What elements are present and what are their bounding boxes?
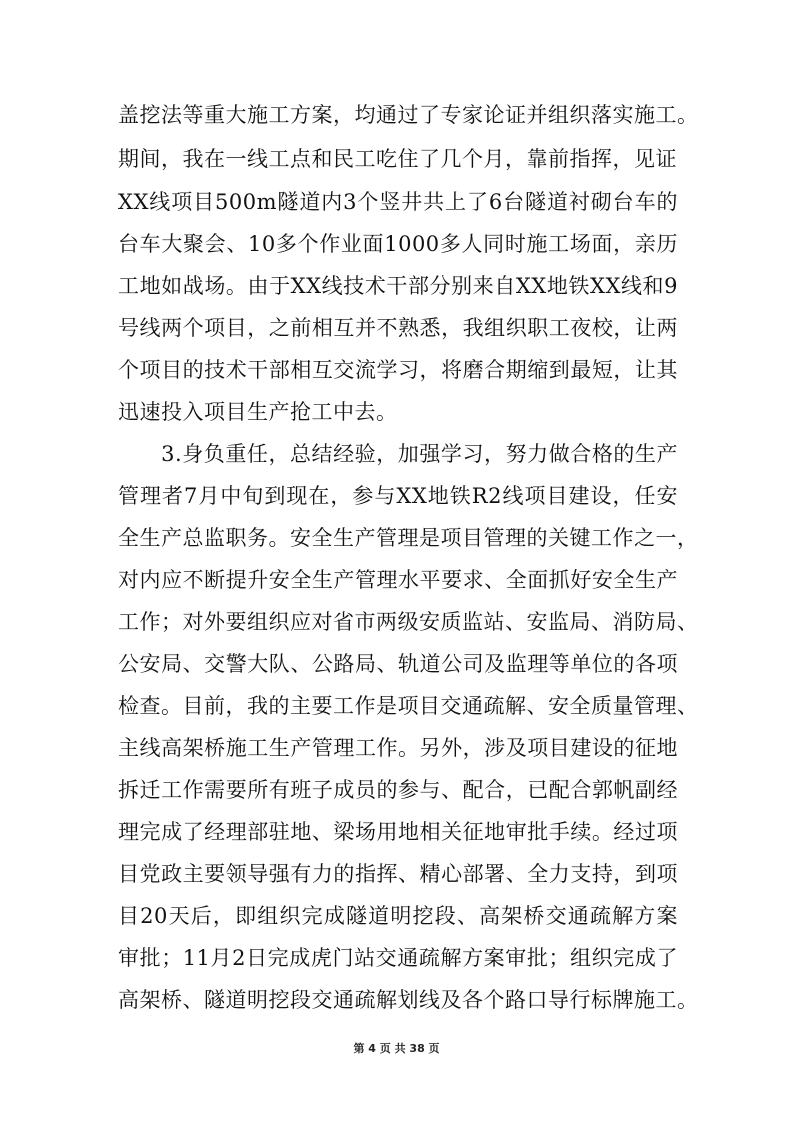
body-text-line: 迅速投入项目生产抢工中去。 [118,400,398,424]
body-text-line: 台车大聚会、10多个作业面1000多人同时施工场面，亲历 [118,232,678,256]
body-text-line: 公安局、交警大队、公路局、轨道公司及监理等单位的各项 [118,652,678,676]
body-text-line: 管理者7月中旬到现在，参与XX地铁R2线项目建设，任安 [118,484,678,508]
body-text-line: 个项目的技术干部相互交流学习，将磨合期缩到最短，让其 [118,358,678,382]
body-text-line: XX线项目500m隧道内3个竖井共上了6台隧道衬砌台车的 [118,190,678,214]
body-text-line: 检查。目前，我的主要工作是项目交通疏解、安全质量管理、 [118,694,699,718]
body-text-line: 目党政主要领导强有力的指挥、精心部署、全力支持，到项 [118,862,678,886]
body-text-line: 期间，我在一线工点和民工吃住了几个月，靠前指挥，见证 [118,147,677,171]
body-text-line: 审批；11月2日完成虎门站交通疏解方案审批；组织完成了 [118,946,678,970]
body-text-line: 高架桥、隧道明挖段交通疏解划线及各个路口导行标牌施工。 [118,988,699,1012]
body-text-line: 盖挖法等重大施工方案，均通过了专家论证并组织落实施工。 [118,103,699,127]
body-text-line: 对内应不断提升安全生产管理水平要求、全面抓好安全生产 [118,568,678,592]
body-text-line: 全生产总监职务。安全生产管理是项目管理的关键工作之一， [118,526,699,550]
body-text-line: 拆迁工作需要所有班子成员的参与、配合，已配合郭帆副经 [118,778,678,802]
page-number-footer: 第 4 页 共 38 页 [353,1042,440,1055]
body-text-line: 工地如战场。由于XX线技术干部分别来自XX地铁XX线和9 [118,274,678,298]
body-text-line: 3.身负重任，总结经验，加强学习，努力做合格的生产 [118,442,678,466]
body-text-line: 号线两个项目，之前相互并不熟悉，我组织职工夜校，让两 [118,316,678,340]
body-text-line: 目20天后，即组织完成隧道明挖段、高架桥交通疏解方案 [118,904,678,928]
body-text-line: 主线高架桥施工生产管理工作。另外，涉及项目建设的征地 [118,736,678,760]
body-text-line: 理完成了经理部驻地、梁场用地相关征地审批手续。经过项 [118,820,678,844]
body-text-line: 工作；对外要组织应对省市两级安质监站、安监局、消防局、 [118,610,699,634]
